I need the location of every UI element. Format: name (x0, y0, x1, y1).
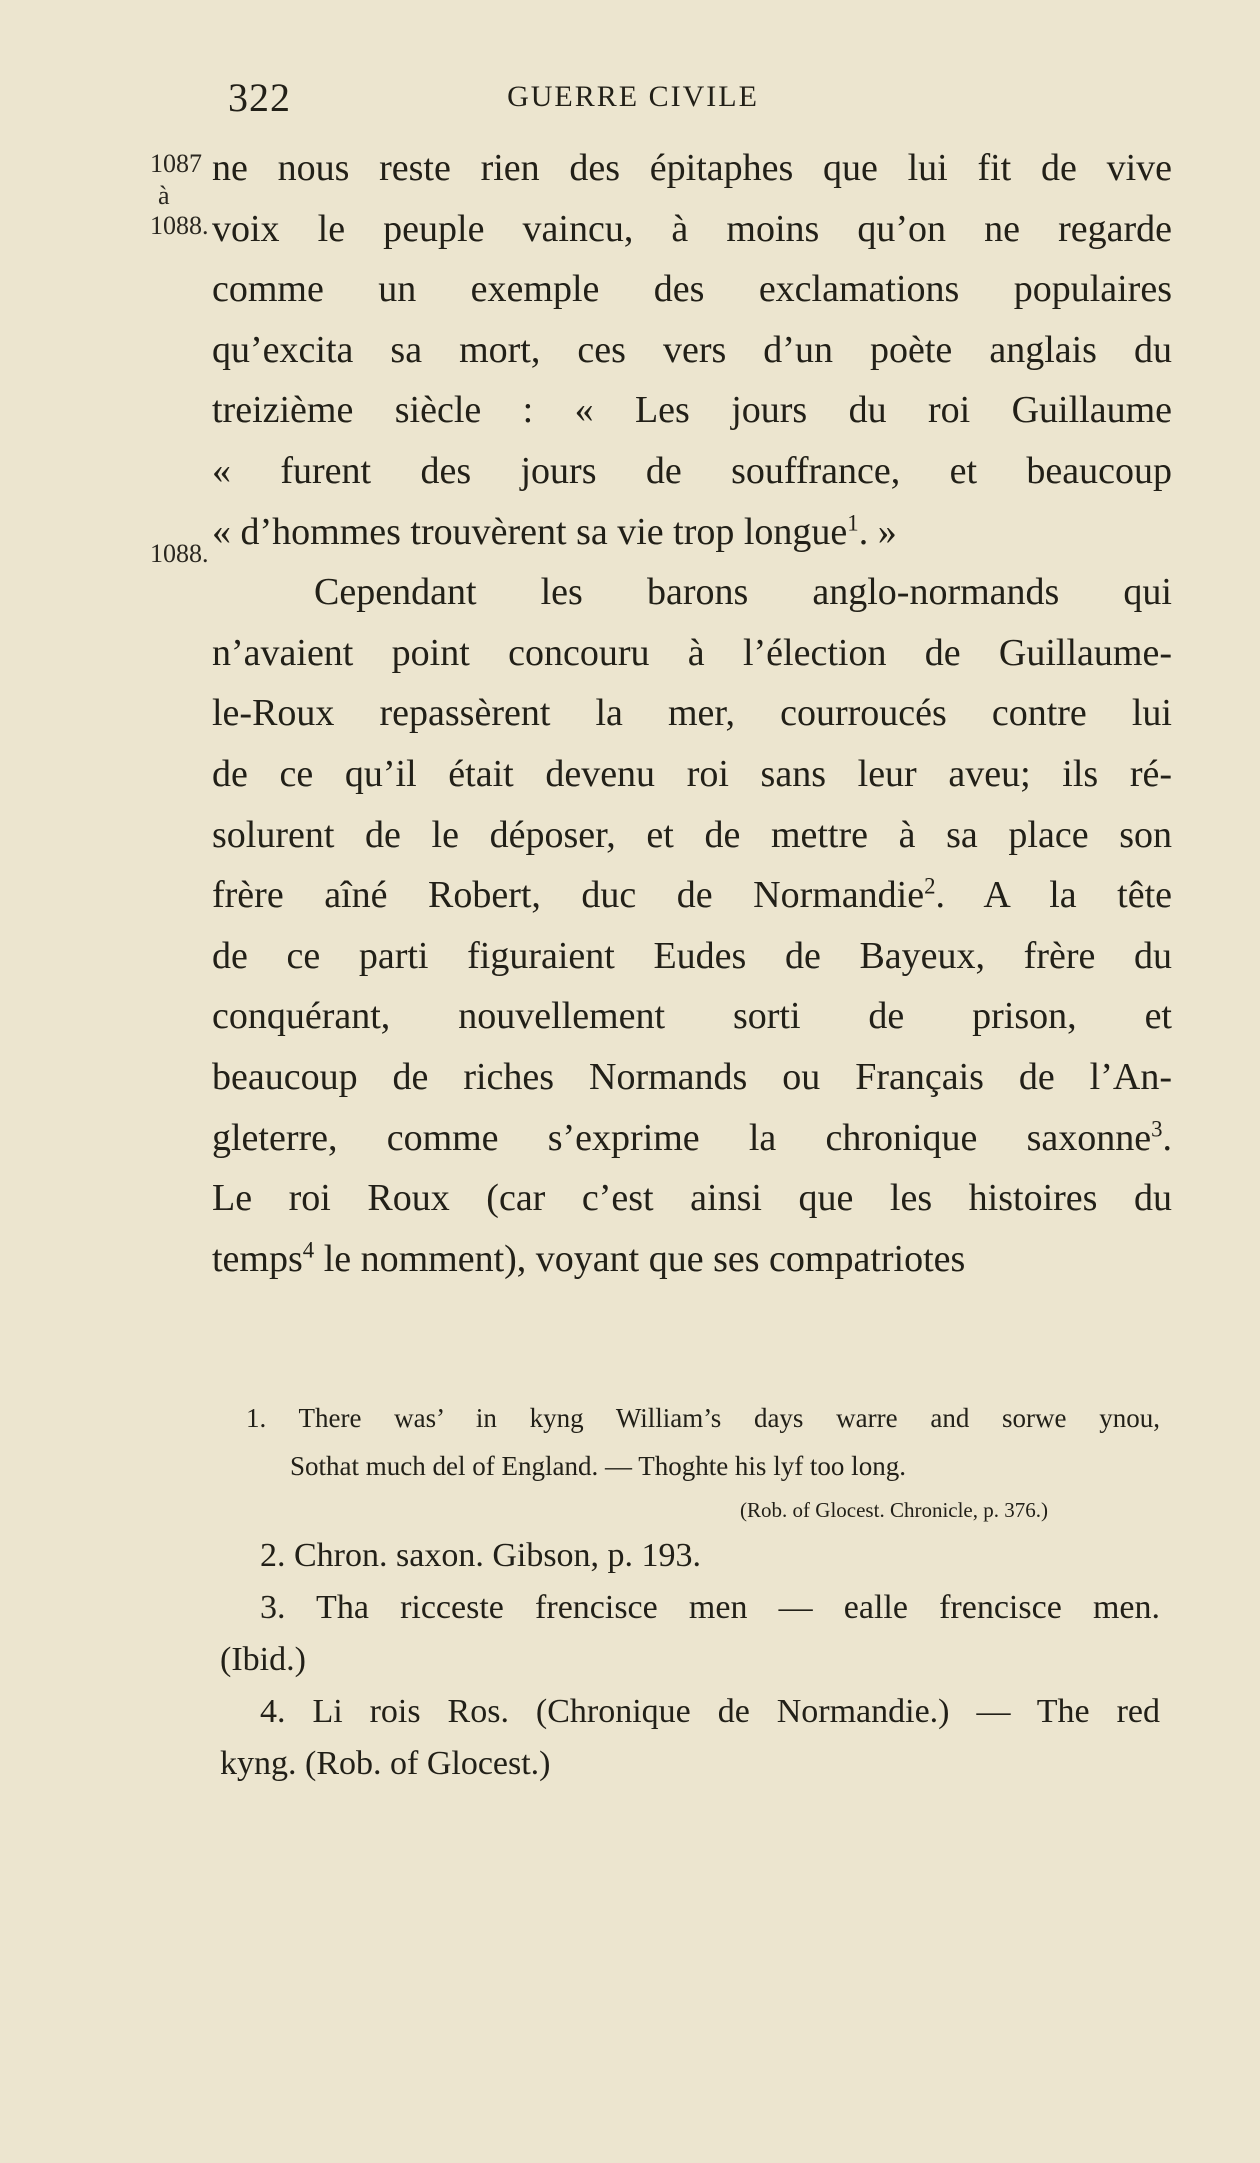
text-fragment: . (1162, 1116, 1172, 1159)
footnote-2: 2. Chron. saxon. Gibson, p. 193. (260, 1537, 702, 1574)
text-fragment: temps (212, 1237, 303, 1280)
footnote-ref-4[interactable]: 4 (302, 1237, 315, 1263)
page-header (228, 74, 1038, 124)
footnote-ref-3[interactable]: 3 (1151, 1115, 1163, 1141)
text-line (212, 865, 1172, 926)
text-line: qu’excita sa mort, ces vers d’un poète anglais du (212, 328, 1172, 371)
running-head: GUERRE CIVILE (507, 80, 759, 113)
text-fragment: . A la tête (935, 874, 1172, 917)
text-fragment: le nomment), voyant que ses compatriotes (323, 1237, 966, 1280)
text-line: treizième siècle : « Les jours du roi Guillaume (212, 389, 1172, 432)
text-line (212, 1108, 1172, 1169)
text-line: solurent de le déposer, et de mettre à sa place son (212, 813, 1172, 856)
margin-year-start: 1087 (150, 149, 202, 178)
text-line: « furent des jours de souffrance, et beaucoup (212, 449, 1172, 492)
footnote-4-line: kyng. (Rob. of Glocest.) (220, 1745, 551, 1782)
text-line: n’avaient point concouru à l’élection de Guillaume- (212, 631, 1172, 674)
text-line: voix le peuple vaincu, à moins qu’on ne regarde (212, 207, 1172, 250)
footnote-1-source: (Rob. of Glocest. Chronicle, p. 376.) (740, 1498, 1048, 1522)
text-fragment: « d’hommes trouvèrent sa vie trop longue (212, 510, 848, 553)
text-fragment: . » (858, 510, 897, 553)
main-text (212, 138, 1172, 1289)
text-line (212, 1229, 1172, 1290)
text-line: ne nous reste rien des épitaphes que lui fit de vive (212, 147, 1172, 189)
footnote-4-line: 4. Li rois Ros. (Chronique de Normandie.) — The red (260, 1693, 1160, 1730)
footnote-1-line: 1. There was’ in kyng William’s days warre and sorwe ynou, (246, 1403, 1160, 1433)
footnote-ref-1[interactable]: 1 (847, 509, 859, 535)
text-line: Le roi Roux (car c’est ainsi que les histoires du (212, 1177, 1172, 1220)
footnote-1-line: Sothat much del of England. — Thoghte his lyf too long. (290, 1451, 906, 1481)
margin-year-1088: 1088. (150, 539, 209, 568)
text-line (212, 502, 1172, 563)
margin-year-separator: à (158, 181, 170, 210)
text-fragment: gleterre, comme s’exprime la chronique saxonne (212, 1116, 1152, 1159)
text-line: beaucoup de riches Normands ou Français de l’An- (212, 1055, 1172, 1098)
footnote-ref-2[interactable]: 2 (924, 873, 936, 899)
text-line: conquérant, nouvellement sorti de prison, et (212, 995, 1172, 1038)
text-line: le-Roux repassèrent la mer, courroucés contre lui (212, 692, 1172, 735)
text-line: de ce qu’il était devenu roi sans leur aveu; ils ré- (212, 752, 1172, 795)
text-line: comme un exemple des exclamations populaires (212, 268, 1172, 311)
footnotes (220, 1394, 1160, 1790)
footnote-3-line: 3. Tha ricceste frencisce men — ealle frencisce men. (260, 1589, 1160, 1626)
text-line: de ce parti figuraient Eudes de Bayeux, frère du (212, 934, 1172, 977)
text-line: Cependant les barons anglo-normands qui (314, 571, 1172, 614)
page-number: 322 (228, 75, 291, 120)
footnote-3-line: (Ibid.) (220, 1641, 306, 1678)
margin-year-end: 1088. (150, 211, 209, 240)
text-fragment: frère aîné Robert, duc de Normandie (212, 874, 925, 917)
